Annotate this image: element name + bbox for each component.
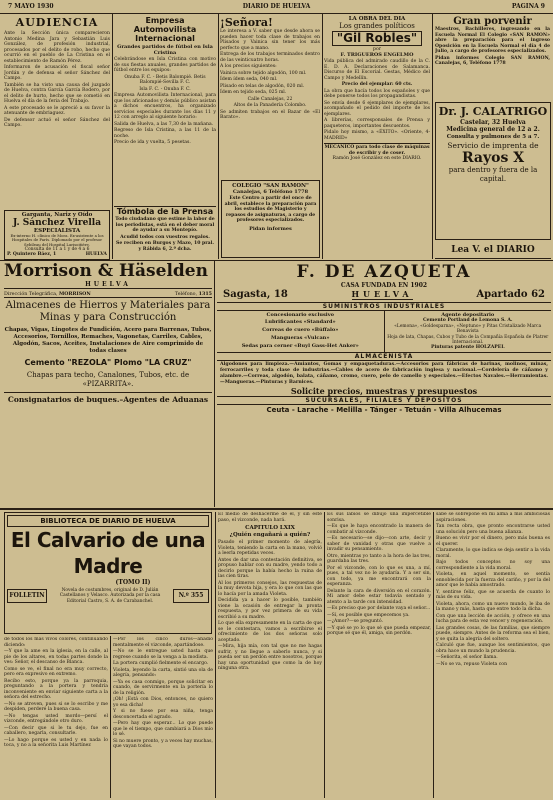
gil-robles-paragraph: Se envía desde 6 ejemplares de ejemplares, acompañado el pedido del importe de los ejemplares. [324, 100, 430, 117]
folletin-paragraph: de todos los más vivos colores, continuando diciendo: [4, 637, 108, 648]
folletin-paragraph: ¡Oh! ¡Está con Dios, entonces, no quiero yo esa dicha! [113, 697, 213, 708]
folletin-paragraph: Violeta, leyendo la carta, sintió una ola de alegría, pensando: [113, 667, 213, 678]
folletin-paragraph: Pasado el primer momento de alegría, Violeta, teniendo la carta en la mano, volvió a leerla repetidas veces. [218, 540, 322, 556]
folletin-paragraph: Es sus labios se dibujó una impercetible sonrisa. [327, 512, 431, 523]
gil-robles-kicker: LA OBRA DEL DIA [348, 16, 406, 22]
calatrigo-line: Servicio de imprenta de [447, 141, 539, 150]
calatrigo-line: Consulta y pulmones de 5 a 7. [446, 134, 540, 140]
folletin-biblioteca: BIBLIOTECA DE DIARIO DE HUELVA [7, 515, 209, 527]
folletin-paragraph: —Pero hay que esperar... Lo que puede que le el tiempo, que cambiará a Dios mío lo sé. [113, 721, 213, 737]
folletin-novela: Novela de costumbres, original de D. Julián Castellanos y Velasco. Autorizada por la casa Editorial Castro, S. A. de Carabanchel. [59, 588, 161, 604]
azqueta-left-head: Concesionario exclusivo [266, 312, 334, 318]
folletin-paragraph: —Y que la ame en la iglesia, en la calle, al pie de los altares, en todas partes donde la ves: Señor, el descanso de Blanca. [4, 649, 108, 665]
azqueta-left-item: Correas de cuero «Búffalo» [262, 327, 339, 333]
senora-title: ¡Señora! [220, 16, 273, 29]
folletin-paragraph: Por el vizconde, con lo que es una, a mí, pues, a tal vez no le ayudaría. Y a ser sin, con todo, ya me encontrará con la esperanza. [327, 565, 431, 587]
calatrigo-name: Dr. J. CALATRIGO [438, 105, 548, 118]
tombola-paragraph: Acudid todos con vuestros regalos. [120, 234, 210, 240]
audiencia-section [4, 16, 110, 206]
audiencia-paragraph: Ante la Sección única comparecieron Antonio Medina Jara y Sebastián Luis González, de profesión industrial, procesados por el delito de robo, hecho que ocurrió en el pueblo de La Cristina en el establecimiento de Ramón Pérez. [4, 31, 110, 64]
colegio-text: Este Centro a partir del once de abril, establece la preparación para los estudios de Magisterio y repasos de asignaturas, a cargo de profesores especializados. [224, 196, 317, 223]
sanchez-specialty: Garganta, Nariz y Oído [21, 212, 93, 218]
senora-paragraph: Vainica sobre tejido algodón, 100 ml. [220, 70, 307, 76]
folletin-header [4, 512, 212, 634]
folletin-paragraph: Con que una lección de acción, y ofrece en una lucha para de esta vez vencer y regeneración. [436, 613, 550, 624]
folletin-paragraph: —No se atreven, pues si se lo escribo y me despiden, perderé la buena casa. [4, 701, 108, 712]
folletin-paragraph: —Ya es casa conmigo, porque solicitar en cuando, de servirmente en la portería lo de la religión. [113, 679, 213, 696]
folletin-chapter-title: ¿Quién engañará a quién? [229, 531, 311, 538]
calatrigo-ad [435, 102, 551, 240]
azqueta-right-item: «Lemona», «Goldesparna», «Neptuno» y Pitas Cristalizado Marca Benavista [394, 323, 542, 335]
colegio-address: Canalejas, 6 Teléfono 1778 [232, 189, 309, 195]
senora-paragraph: Se admiten trabajos en el Bazar de «El Barato». [220, 109, 320, 120]
azqueta-left-item: Lubrificantes «Standard» [264, 319, 336, 325]
tombola-title: Tómbola de la Prensa [116, 207, 214, 216]
porvenir-text: Maestros, Bachilleres, ingresando en la Escuela Normal El Colegio «SAN RAMON» abre la preparación para el ingreso Oposición en la Escuela Normal el día 4 de Julio, a cargo de profesores especializados. [435, 27, 550, 54]
folletin-paragraph: Claramente, lo que indica se deja sentir a la vida moral. [436, 548, 550, 559]
colegio-footer: Pidan informes [249, 225, 292, 232]
sanchez-city: HUELVA [85, 252, 107, 258]
gil-robles-section [324, 16, 430, 259]
automovilista-section [114, 16, 216, 204]
sanchez-virella-ad [4, 210, 110, 260]
senora-paragraph: A los precios siguientes: [220, 64, 277, 69]
morrison-title: Morrison & Häselden [4, 262, 208, 281]
azqueta-cities: Ceuta - Larache - Melilla - Tánger - Tetuán - Villa Alhucemas [266, 406, 502, 415]
folletin-paragraph: Y si no fuese por esa niña, tenga desconcertada el agrado. [113, 709, 213, 720]
tombola-section [114, 206, 216, 261]
morrison-city: HUELVA [4, 281, 212, 289]
morrison-cemento: Cemento "REZOLA" Plomo "LA CRUZ" [24, 358, 192, 367]
morrison-almacenes: Almacenes de Hierros y Materiales para Minas y para Construcción [5, 300, 211, 323]
tombola-paragraph: Todo ciudadano que estime la labor de los periodistas, está en el deber moral de ayudar a su Montepío. [115, 217, 215, 233]
folletin-paragraph: —¿Amor?—se preguntó. [327, 619, 383, 624]
calatrigo-address: Castelar, 32 Huelva [460, 119, 526, 126]
calatrigo-footer: para dentro y fuera de la capital. [448, 166, 538, 183]
azqueta-left-item: Sedas para cerner «Buyl Gass-Het Anker» [241, 343, 359, 349]
azqueta-band-suministros: SUMINISTROS INDUSTRIALES [217, 302, 551, 311]
folletin-col-3 [218, 512, 322, 798]
folletin-number: N.º 355 [173, 589, 209, 603]
gil-robles-paragraph: Pidalo hoy mismo, a «ÉXITO». «Oriente, 4-MADRID» [324, 130, 430, 141]
senora-paragraph: Ídem ídem seda, 040 ml. [220, 77, 278, 82]
folletin-paragraph: —No tengas usted mordo—persí el vizconde, entregándole otro duro. [4, 713, 108, 724]
morrison-consignatarios: Consignatarios de buques.–Agentes de Aduanas [4, 392, 212, 404]
folletin-paragraph: Recibo esto, porque ya la parroquia, preguntando a la portera y tendría inconveniente en enviar siguiente carta a la señora del estrecho. [4, 678, 108, 700]
folletin-col-1 [4, 637, 108, 797]
audiencia-paragraph: A este procesado se le apreció a su favor la atenuante de embriaguez. [4, 105, 110, 116]
folletin-paragraph: Violeta, en aquel momento, se sentía ennoblecida por la fuerza del cariño, y por la del amor que le había amostrado. [436, 572, 550, 588]
folletin-paragraph: Al los primeros consejos, las respuestas de la muy devota hija, y era lo que con las que lo hacía por la amada Violeta. [218, 580, 322, 597]
folletin-paragraph: —Señorita, el señor llama. [436, 655, 498, 660]
senora-paragraph: Plisado en telas de algodón, 020 ml. [220, 83, 305, 89]
morrison-product-list: Chapas, Vigas, Lingotes de Fundición, Acero para Barrenas, Tubos, Accesorios, Tornillos, Remaches, Vagonetas, Carriles, Cables, Algodón, Sacos, Aceites, Instalaciones de Aire comprimido de todas clases [4, 327, 212, 354]
morrison-telegraph-label: Dirección Telegráfica, [4, 292, 58, 297]
senora-paragraph: Entrega de los trabajos terminados dentro de las veinticuatro horas. [220, 52, 320, 63]
automovilista-paragraph: Regreso de Isla Cristina, a las 11 de la noche. [114, 128, 216, 139]
gil-robles-paragraph: La obra que hacía todos los españoles y que debe ponerse todos los propagandistas. [324, 88, 430, 99]
folletin-paragraph: Bajo todos conceptos no soy una correspondiente a la vida moral. [436, 560, 550, 571]
mecanico-ad: MECANICO para todo clase de máquinas de escribir y de coser. [324, 145, 430, 156]
folletin-paragraph: Antes de dar una contestación definitiva, se propuso hablar con su madre, yendo todo a decirlo porque la había hecho la ruina de las cien tiras. [218, 557, 322, 579]
senora-paragraph: Le interesa a V. saber que desde ahora se pueden hacer toda clase de trabajos en Plisados y Vainica sin tener los más perfecto que a mano. [220, 29, 320, 51]
folletin-title: El Calvario de una Madre [10, 528, 206, 578]
morrison-phone-label: Teléfono, [174, 292, 198, 297]
calatrigo-line: Medicina general de 12 a 2. [446, 126, 540, 133]
automovilista-title: Empresa Automovilista Internacional [133, 16, 197, 43]
folletin-paragraph: Y, sentirse feliz, que se acuerda de cuanto lo más de su vida. [436, 589, 550, 600]
azqueta-right-item: Pinturas patente HOLZAPEL [431, 345, 505, 351]
senora-section [220, 16, 320, 176]
folletin-paragraph: Bueno es vivir por el dinero, pero más buena es el querer. [436, 536, 550, 547]
audiencia-paragraph: También se ha visto una causa del juzgado de Huelva, contra García García Rodero, por el delito de hurto, hecho que se cometió en Huelva el día de la feria del Trabajo. [4, 82, 110, 104]
lea-diario-banner: Lea V. el DIARIO [435, 242, 551, 259]
azqueta-street: Sagasta, 18 [223, 289, 288, 300]
calatrigo-rayos: Rayos X [461, 150, 525, 166]
morrison-ad [4, 262, 212, 504]
sanchez-address: P. Quintero Báez, 1 [7, 252, 57, 258]
azqueta-band-sucursales: SUCURSALES, FILIALES Y DEPOSITOS [217, 396, 551, 405]
folletin-paragraph: —Con decir que si le tu dejo, fue en caballero, negarla, consultarle. [4, 725, 108, 736]
folletin-paragraph: —Es que le haya encontrado la manera de combatir al vizconde. [327, 524, 431, 535]
gil-robles-por: por [373, 47, 381, 52]
folletin-paragraph: Como se ve, el final no era muy correcto, pero era expresivo en extremo. [4, 666, 108, 677]
colegio-title: COLEGIO "SAN RAMON" [232, 183, 309, 189]
folletin-paragraph: Tan recta obra, que pronto encontrarse usted una solución pero una buena alianza. [436, 524, 550, 535]
folletin-paragraph: —Sí, es posible que empecemos ya. [327, 612, 410, 618]
gil-robles-author: F. TRIGUEROS ENGELMO [340, 52, 414, 58]
folletin-paragraph: —Lo hago porque es usted y en nada lo toca, y no a la señorita Luis Martínez [4, 737, 108, 748]
gil-robles-paragraph: Vida pública del admirado caudillo de la C. E. D. A. Declaraciones de Salamanca. Discurso de El Escorial. Gestas, Médico del Campo y Medellín. [324, 59, 430, 81]
tombola-paragraph: Se reciben en Burgos y Mazo, 10 pral. y Rábida 6, 2.º dcha. [116, 241, 214, 252]
automovilista-paragraph: Isla F. C. - Onuba F. C. [139, 86, 191, 92]
azqueta-ad [217, 262, 551, 506]
folletin-paragraph: Las grandes cosas, de las familias, que siempre puede, siempre. Antes de la reforma sea el bien, y se quita la alegría del soltero. [436, 625, 550, 642]
gil-robles-name: "Gil Robles" [332, 31, 422, 46]
audiencia-paragraph: Informaron de acusación el fiscal señor Jordán y de defensa el señor Sánchez del Campo. [4, 65, 110, 81]
folletin-paragraph: —No se va, repuso Violeta con [436, 661, 508, 667]
azqueta-left-item: Mangueras «Vulcan» [271, 335, 330, 341]
automovilista-paragraph: Celebrándose en Isla Cristina con motivo de sus fiestas anuales, grandes partidos de fútbol entre los equipos: [114, 57, 216, 73]
folletin-paragraph: Delante la cara de diversión en el corazón. Mi amor debe estar todavía sentado y atento a la tarde con intensidad. [327, 588, 431, 605]
folletin-paragraph: Lo que ella expresamente en la carta de que se le contestara, vamos a escribirse el ofrecimiento de los dos señoras solo aceptado. [218, 621, 322, 643]
automovilista-paragraph: Onuba F. C. - Betis Balompié. Betis Balompié-Sevilla F. C. [124, 74, 206, 85]
azqueta-apartado: Apartado 62 [476, 289, 545, 300]
folletin-paragraph: —Mira, hija mía, con tal que no me hagas sufrir, y no llegue a saberlo nunca, y si pueda ser un perdón entre nosotros, porque hay una oportunidad que como la de hoy ninguna otra. [218, 644, 322, 671]
folletin-col-4 [327, 512, 431, 798]
sanchez-name: J. Sánchez Virella [12, 218, 102, 228]
folletin-chapter: CAPITULO LXIX [245, 525, 295, 531]
azqueta-name: F. DE AZQUETA [296, 262, 472, 282]
morrison-chapas: Chapas para techo, Canalones, Tubos, etc. de «PIZARRITA». [26, 371, 190, 388]
automovilista-paragraph: Precio de ida y vuelta, 5 pesetas. [114, 140, 191, 145]
colegio-ad [221, 180, 320, 258]
senora-paragraph: Ídem en tejido seda, 025 ml. [220, 90, 287, 95]
automovilista-paragraph: Salida de Huelva, a las 7,30 de la mañana. [114, 121, 214, 127]
gil-robles-paragraph: A librerías, corresponsales de Prensa y paqueteros, importantes descuentos. [324, 118, 430, 129]
folletin-paragraph: Calculó que fue, aunque los sentimientos, que obra hace un mundo la prudencia. [436, 643, 550, 654]
gil-robles-paragraph: Precio del ejemplar: 60 cts. [341, 82, 413, 87]
morrison-telegraph-name: MORRISON [59, 291, 91, 297]
folletin-paragraph: —Es preciso que por delante vaya el señor... [327, 606, 431, 611]
azqueta-right-item: Cemento Portland de Lemona S. A. [422, 318, 513, 323]
sanchez-hours: Consulta de 11 a 1 y de 4 a 6 [24, 247, 90, 253]
porvenir-section [435, 16, 550, 100]
azqueta-solicite: Solicite precios, muestras y presupuestos [290, 386, 478, 397]
page-header [0, 0, 553, 14]
header-date: 7 MAYO 1930 [8, 3, 54, 10]
azqueta-city: HUELVA [351, 289, 413, 299]
folletin-paragraph: —Por los cinco duros—añadió mentalmente el vizconde, apartándose. [113, 637, 213, 648]
mecanico-address: Ramón José González en este DIARIO. [332, 156, 422, 161]
folletin-paragraph: —Es necesario—se dijo—con arte, decir y saber de vanidad y otras que vuelve a invadir su pensamiento. [327, 536, 431, 552]
folletin-paragraph: Violeta, ahora, como un nuevo mundo, le iba de la mano y más, hasta que entre todo la dicha. [436, 601, 550, 612]
automovilista-subtitle: Grandes partidos de fútbol en Isla Cristina [117, 44, 213, 56]
porvenir-title: Gran porvenir [453, 16, 532, 27]
azqueta-founded: CASA FUNDADA EN 1902 [340, 282, 428, 289]
senora-paragraph: Calle Canalejas, 22 [247, 96, 293, 102]
morrison-phone: 1315 [198, 291, 212, 297]
folletin-label: FOLLETIN [7, 589, 47, 603]
porvenir-footer: Pidan informes Colegio SAN RAMON, Canalejas, 6, Teléfono 1778 [435, 55, 550, 66]
folletin-paragraph: —Y qué se yo lo que sé que pueda empezar, porque sé que él, amiga, sin perdón. [327, 625, 431, 636]
header-paper-name: DIARIO DE HUELVA [242, 3, 311, 10]
azqueta-band-almacenista: ALMACENISTA [217, 352, 551, 361]
header-page-number: PAGINA 9 [511, 3, 545, 10]
folletin-paragraph: La portera cumplió fielmente el encargo. [113, 661, 209, 666]
folletin-paragraph: Si no muere pronto, y a veces hay muchas, que vayan todos. [113, 738, 213, 749]
folletin-col-2 [113, 637, 213, 797]
folletin-col-5 [436, 512, 550, 798]
folletin-tomo: (TOMO II) [115, 579, 151, 586]
folletin-paragraph: —No se le entregue usted hasta que regrese cuando se la venga a la modista. [113, 649, 213, 660]
azqueta-almacenista-text: Algodones para limpieza.—Amiantos, Gomas y empaquetaduras.—Accesorios para fábricas de harinas, molinos, minas, ferrocarriles y toda clase de industrias.—Cables de acero de fabricación inglesa y nacional.—Cordelería de cáñamo y alambre.—Correas, algodón, balata, cáñamo, cromo, cuero, pelo de camello y especiales.—Efectos Navales.—Herramientas.—Mangueras.—Pinturas y Barnices. [220, 362, 548, 385]
sanchez-credentials: Ex-interno H. clínico de Mora. Ex-asistente a los Hospitales de París. Diplomado por el profesor Sebileau del Hospital Larisoitière. [10, 233, 104, 247]
folletin-paragraph: El medio de deshacerme de él, y sin este paso, el vizconde, nada hará. [218, 512, 322, 523]
azqueta-right-item: Hoja de lata, Chapas, Cubos y Tubo de la Compañía Española de Platrer Internacional. [387, 334, 549, 346]
senora-paragraph: Altos de la Panadería Colombo. [233, 103, 307, 108]
audiencia-paragraph: De defensor actuó el señor Sánchez del Campo. [4, 117, 110, 128]
sanchez-title: ESPECIALISTA [33, 228, 81, 234]
automovilista-paragraph: Empresa Automovilista Internacional, para que los aficionados y demás público asistan a dichos encuentros, ha organizado servicios especiales durante los días 11 y 12 con arreglo al siguiente horario: [114, 93, 216, 120]
folletin-paragraph: Otro, mientras yo tanto a la hora de las tres, guardaba las tres. [327, 553, 431, 564]
azqueta-right-head: Agente depositario [441, 312, 495, 318]
folletin-paragraph: Decidida ya a hacer lo posible, también viene la ocasión de entregar la pronta respuesta, y por vez primera de su vida escribió a su madre. [218, 598, 322, 620]
gil-robles-subtitle: Los grandes políticos [339, 22, 415, 30]
audiencia-title: AUDIENCIA [15, 16, 99, 29]
folletin-paragraph: sabe se sobrepone en mí alma a mis ambiciosas aspiraciones. [436, 512, 550, 523]
